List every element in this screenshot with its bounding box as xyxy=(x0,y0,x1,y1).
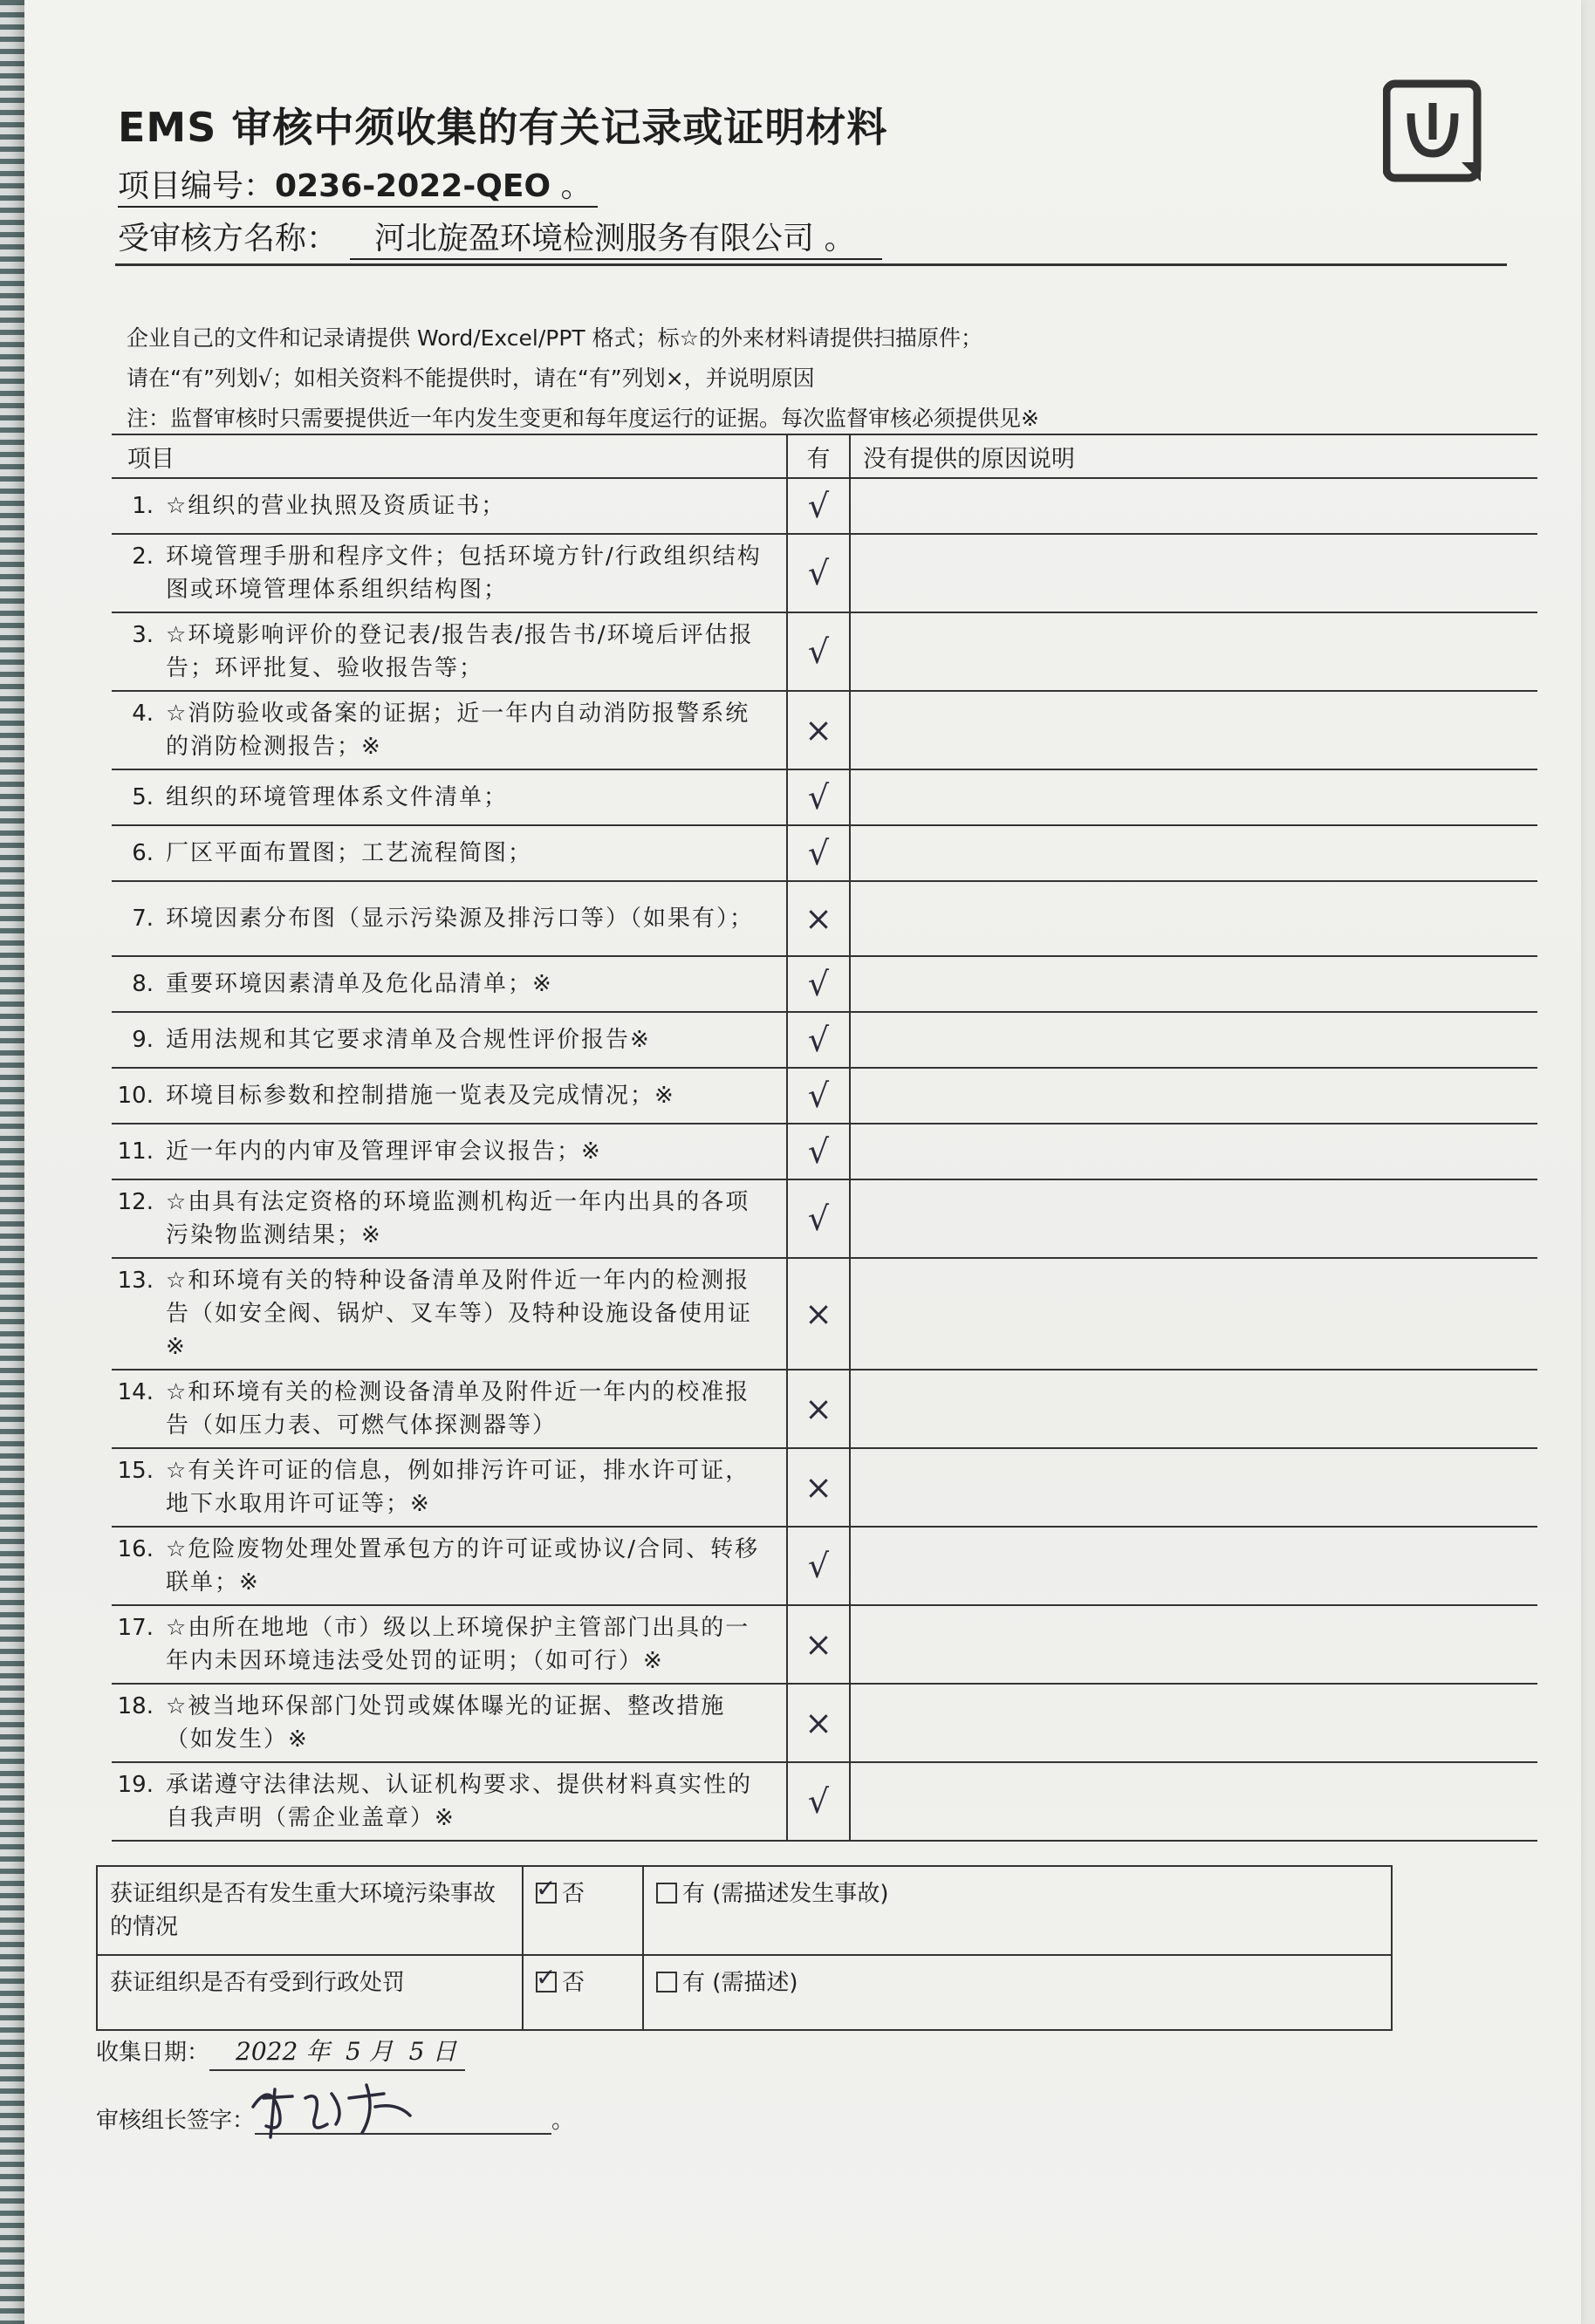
reason-cell[interactable] xyxy=(850,1762,1537,1841)
item-number: 3. xyxy=(132,622,154,648)
have-cell[interactable] xyxy=(787,1370,850,1448)
check-mark-icon: × xyxy=(804,1468,832,1507)
item-number: 11. xyxy=(117,1138,154,1165)
instruction-line: 请在“有”列划√；如相关资料不能提供时，请在“有”列划×，并说明原因 xyxy=(127,366,815,391)
header-have: 有 xyxy=(787,434,850,478)
check-mark-icon: √ xyxy=(807,1200,830,1238)
item-text: 环境管理手册和程序文件；包括环境方针/行政组织结构图或环境管理体系组织结构图； xyxy=(166,543,762,603)
item-cell xyxy=(112,825,787,881)
reason-cell[interactable] xyxy=(850,1068,1537,1124)
have-cell[interactable] xyxy=(787,769,850,825)
check-mark-icon: √ xyxy=(807,1021,830,1059)
auditee-name: 受审核方名称： 河北旋盈环境检测服务有限公司 。 xyxy=(118,214,882,258)
check-mark-icon: √ xyxy=(807,1547,830,1585)
reason-cell[interactable] xyxy=(850,956,1537,1012)
item-cell xyxy=(112,1370,787,1448)
status-no[interactable]: ✓否 xyxy=(523,1866,643,1955)
header-divider xyxy=(115,263,1507,266)
check-mark-icon: √ xyxy=(807,554,830,592)
table-row xyxy=(112,1684,1537,1762)
table-row xyxy=(112,691,1537,769)
item-text: 组织的环境管理体系文件清单； xyxy=(166,784,509,810)
table-header-row xyxy=(112,434,1537,478)
item-text: 重要环境因素清单及危化品清单；※ xyxy=(166,971,553,997)
status-question: 获证组织是否有受到行政处罚 xyxy=(97,1955,523,2030)
item-cell xyxy=(112,769,787,825)
unchecked-checkbox-icon[interactable] xyxy=(656,1883,677,1904)
item-number: 2. xyxy=(132,543,154,570)
status-table xyxy=(96,1865,1393,2031)
have-cell[interactable] xyxy=(787,1068,850,1124)
have-cell[interactable] xyxy=(787,1448,850,1527)
have-cell[interactable] xyxy=(787,1684,850,1762)
reason-cell[interactable] xyxy=(850,769,1537,825)
have-cell[interactable] xyxy=(787,1179,850,1258)
check-mark-icon: √ xyxy=(807,965,830,1003)
item-text: ☆由所在地地（市）级以上环境保护主管部门出具的一年内未因环境违法受处罚的证明；（如可行）※ xyxy=(166,1615,750,1674)
item-text: 承诺遵守法律法规、认证机构要求、提供材料真实性的自我声明（需企业盖章）※ xyxy=(166,1772,753,1831)
reason-cell[interactable] xyxy=(850,1527,1537,1605)
reason-cell[interactable] xyxy=(850,478,1537,534)
item-text: ☆消防验收或备案的证据；近一年内自动消防报警系统的消防检测报告；※ xyxy=(166,701,750,760)
item-number: 17. xyxy=(117,1615,154,1641)
item-number: 15. xyxy=(117,1458,154,1484)
table-row xyxy=(112,1012,1537,1068)
check-mark-icon: √ xyxy=(807,834,830,872)
table-row xyxy=(112,881,1537,956)
reason-cell[interactable] xyxy=(850,1684,1537,1762)
table-row xyxy=(112,1605,1537,1684)
table-row xyxy=(112,1527,1537,1605)
have-cell[interactable] xyxy=(787,534,850,612)
table-row xyxy=(112,825,1537,881)
status-row xyxy=(97,1955,1392,2030)
item-number: 4. xyxy=(132,701,154,727)
checked-checkbox-icon[interactable] xyxy=(536,1883,557,1904)
reason-cell[interactable] xyxy=(850,534,1537,612)
instruction-line: 企业自己的文件和记录请提供 Word/Excel/PPT 格式；标☆的外来材料请提供扫描原件； xyxy=(127,325,983,351)
header-reason: 没有提供的原因说明 xyxy=(850,434,1537,478)
item-number: 14. xyxy=(117,1379,154,1405)
collection-date: 收集日期： 2022 年 5 月 5 日 xyxy=(96,2033,465,2071)
check-mark-icon: × xyxy=(804,711,832,749)
status-row xyxy=(97,1866,1392,1955)
item-cell xyxy=(112,956,787,1012)
check-mark-icon: √ xyxy=(807,1132,830,1171)
item-cell xyxy=(112,1762,787,1841)
item-cell xyxy=(112,1124,787,1179)
reason-cell[interactable] xyxy=(850,1605,1537,1684)
check-mark-icon: √ xyxy=(807,1077,830,1115)
item-number: 19. xyxy=(117,1772,154,1798)
item-number: 9. xyxy=(132,1027,154,1053)
table-row xyxy=(112,1448,1537,1527)
status-no[interactable]: ✓ 否 xyxy=(523,1955,643,2030)
instructions xyxy=(127,318,1039,439)
item-cell xyxy=(112,1258,787,1370)
table-row xyxy=(112,1179,1537,1258)
page-title: EMS 审核中须收集的有关记录或证明材料 xyxy=(118,104,888,151)
check-mark-icon: √ xyxy=(807,778,830,817)
status-yes[interactable]: 有 (需描述发生事故) xyxy=(643,1866,1392,1955)
table-row xyxy=(112,1124,1537,1179)
item-cell xyxy=(112,1684,787,1762)
item-number: 12. xyxy=(117,1189,154,1215)
table-row xyxy=(112,769,1537,825)
check-mark-icon: × xyxy=(804,1390,832,1428)
item-number: 1. xyxy=(132,493,154,519)
reason-cell[interactable] xyxy=(850,1448,1537,1527)
table-row xyxy=(112,478,1537,534)
records-checklist-table xyxy=(112,434,1537,1842)
have-cell[interactable] xyxy=(787,1124,850,1179)
have-cell[interactable] xyxy=(787,825,850,881)
reason-cell[interactable] xyxy=(850,881,1537,956)
table-row xyxy=(112,1258,1537,1370)
have-cell[interactable] xyxy=(787,478,850,534)
have-cell[interactable] xyxy=(787,1012,850,1068)
table-row xyxy=(112,956,1537,1012)
reason-cell[interactable] xyxy=(850,1012,1537,1068)
item-text: 环境因素分布图（显示污染源及排污口等）（如果有）； xyxy=(166,906,755,932)
check-mark-icon: × xyxy=(804,1625,832,1664)
reason-cell[interactable] xyxy=(850,1179,1537,1258)
checked-checkbox-icon[interactable] xyxy=(536,1972,557,1992)
table-row xyxy=(112,1370,1537,1448)
table-row xyxy=(112,1762,1537,1841)
reason-cell[interactable] xyxy=(850,612,1537,691)
header-item: 项目 xyxy=(112,434,787,478)
item-text: ☆和环境有关的特种设备清单及附件近一年内的检测报告（如安全阀、锅炉、叉车等）及特种设施设备使用证※ xyxy=(166,1268,753,1360)
item-number: 16. xyxy=(117,1536,154,1562)
table-row xyxy=(112,534,1537,612)
item-text: ☆组织的营业执照及资质证书； xyxy=(166,493,506,519)
check-mark-icon: × xyxy=(804,1704,832,1742)
item-text: 适用法规和其它要求清单及合规性评价报告※ xyxy=(166,1027,651,1053)
check-mark-icon: × xyxy=(804,899,832,938)
item-text: ☆由具有法定资格的环境监测机构近一年内出具的各项污染物监测结果；※ xyxy=(166,1189,750,1248)
item-cell xyxy=(112,1527,787,1605)
item-text: 环境目标参数和控制措施一览表及完成情况；※ xyxy=(166,1083,675,1109)
have-cell[interactable] xyxy=(787,956,850,1012)
item-cell xyxy=(112,478,787,534)
check-mark-icon: √ xyxy=(807,487,830,525)
have-cell[interactable] xyxy=(787,1527,850,1605)
item-text: ☆和环境有关的检测设备清单及附件近一年内的校准报告（如压力表、可燃气体探测器等） xyxy=(166,1379,750,1439)
item-text: 近一年内的内审及管理评审会议报告；※ xyxy=(166,1138,602,1165)
reason-cell[interactable] xyxy=(850,1258,1537,1370)
table-row xyxy=(112,612,1537,691)
item-number: 7. xyxy=(132,906,154,932)
unchecked-checkbox-icon[interactable] xyxy=(656,1972,677,1992)
item-text: ☆危险废物处理处置承包方的许可证或协议/合同、转移联单；※ xyxy=(166,1536,760,1596)
have-cell[interactable] xyxy=(787,881,850,956)
item-text: ☆有关许可证的信息，例如排污许可证，排水许可证，地下水取用许可证等；※ xyxy=(166,1458,750,1517)
item-cell xyxy=(112,612,787,691)
have-cell[interactable] xyxy=(787,1762,850,1841)
status-question: 获证组织是否有发生重大环境污染事故的情况 xyxy=(97,1866,523,1955)
item-text: 厂区平面布置图；工艺流程简图； xyxy=(166,840,533,866)
check-mark-icon: × xyxy=(804,1295,832,1333)
item-cell xyxy=(112,534,787,612)
item-number: 18. xyxy=(117,1693,154,1719)
certification-logo-icon xyxy=(1383,79,1483,183)
table-row xyxy=(112,1068,1537,1124)
item-cell xyxy=(112,1012,787,1068)
auditor-signature-line: 审核组长签字： 。 xyxy=(96,2108,575,2134)
item-number: 5. xyxy=(132,784,154,810)
item-text: ☆环境影响评价的登记表/报告表/报告书/环境后评估报告；环评批复、验收报告等； xyxy=(166,622,754,681)
item-number: 6. xyxy=(132,840,154,866)
reason-cell[interactable] xyxy=(850,825,1537,881)
item-text: ☆被当地环保部门处罚或媒体曝光的证据、整改措施（如发生）※ xyxy=(166,1693,726,1753)
have-cell[interactable] xyxy=(787,1605,850,1684)
check-mark-icon: √ xyxy=(807,632,830,671)
item-number: 8. xyxy=(132,971,154,997)
reason-cell[interactable] xyxy=(850,1124,1537,1179)
item-number: 13. xyxy=(117,1268,154,1294)
check-mark-icon: √ xyxy=(807,1782,830,1821)
handwritten-signature xyxy=(244,2072,436,2142)
item-cell xyxy=(112,1605,787,1684)
status-yes[interactable]: 有 (需描述) xyxy=(643,1955,1392,2030)
item-cell xyxy=(112,1179,787,1258)
instruction-line: 注：监督审核时只需要提供近一年内发生变更和每年度运行的证据。每次监督审核必须提供见※ xyxy=(127,406,1039,431)
reason-cell[interactable] xyxy=(850,1370,1537,1448)
project-number: 项目编号：0236-2022-QEO 。 xyxy=(118,161,598,206)
reason-cell[interactable] xyxy=(850,691,1537,769)
item-cell xyxy=(112,1448,787,1527)
item-cell xyxy=(112,881,787,956)
have-cell[interactable] xyxy=(787,691,850,769)
item-cell xyxy=(112,1068,787,1124)
have-cell[interactable] xyxy=(787,1258,850,1370)
have-cell[interactable] xyxy=(787,612,850,691)
item-number: 10. xyxy=(117,1083,154,1109)
item-cell xyxy=(112,691,787,769)
scan-edge xyxy=(0,0,24,2324)
